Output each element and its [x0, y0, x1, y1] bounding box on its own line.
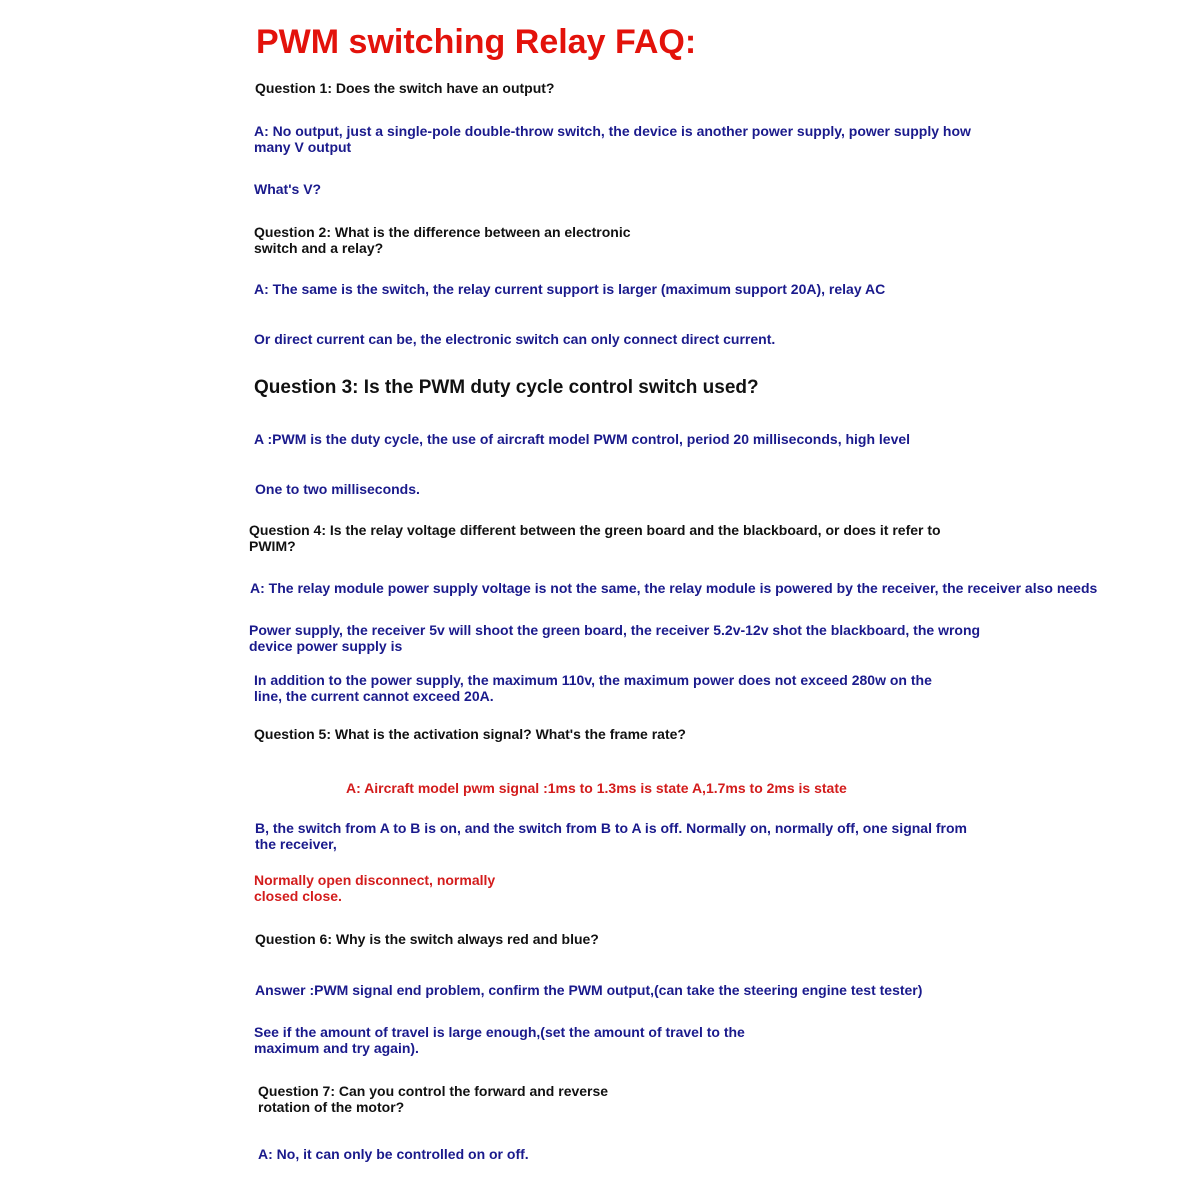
answer-2-line-1: A: The same is the switch, the relay current support is larger (maximum support 20A), relay AC	[254, 281, 886, 297]
answer-4-line-4: In addition to the power supply, the maximum 110v, the maximum power does not exceed 280w on the	[254, 672, 932, 688]
answer-2-line-2: Or direct current can be, the electronic switch can only connect direct current.	[254, 331, 776, 347]
answer-1-line-3: What's V?	[254, 181, 322, 197]
question-7-line-2: rotation of the motor?	[258, 1099, 405, 1115]
answer-1-line-2: many V output	[254, 139, 352, 155]
question-2-line-1: Question 2: What is the difference between an electronic	[254, 224, 631, 240]
question-7-line-1: Question 7: Can you control the forward and reverse	[258, 1083, 609, 1099]
page-title: PWM switching Relay FAQ:	[256, 23, 697, 61]
question-4-line-1: Question 4: Is the relay voltage different between the green board and the blackboard, or does it refer to	[249, 522, 941, 538]
question-1: Question 1: Does the switch have an output?	[255, 80, 555, 96]
question-2-line-2: switch and a relay?	[254, 240, 384, 256]
answer-5-line-2: B, the switch from A to B is on, and the switch from B to A is off. Normally on, normally off, one signal from	[255, 820, 967, 836]
answer-6-line-3: maximum and try again).	[254, 1040, 419, 1056]
answer-4-line-2: Power supply, the receiver 5v will shoot the green board, the receiver 5.2v-12v shot the blackboard, the wrong	[249, 622, 981, 638]
answer-7: A: No, it can only be controlled on or off.	[258, 1146, 529, 1162]
answer-3-line-1: A :PWM is the duty cycle, the use of aircraft model PWM control, period 20 milliseconds, high level	[254, 431, 911, 447]
answer-5-line-5: closed close.	[254, 888, 342, 904]
answer-6-line-2: See if the amount of travel is large enough,(set the amount of travel to the	[254, 1024, 745, 1040]
answer-4-line-5: line, the current cannot exceed 20A.	[254, 688, 494, 704]
answer-3-line-2: One to two milliseconds.	[255, 481, 420, 497]
answer-1-line-1: A: No output, just a single-pole double-throw switch, the device is another power supply, power supply how	[254, 123, 971, 139]
question-6: Question 6: Why is the switch always red and blue?	[255, 931, 599, 947]
answer-4-line-1: A: The relay module power supply voltage is not the same, the relay module is powered by the receiver, the receiver also needs	[250, 580, 1098, 596]
answer-5-line-1: A: Aircraft model pwm signal :1ms to 1.3ms is state A,1.7ms to 2ms is state	[346, 780, 847, 796]
answer-4-line-3: device power supply is	[249, 638, 403, 654]
question-4-line-2: PWIM?	[249, 538, 296, 554]
answer-5-line-4: Normally open disconnect, normally	[254, 872, 496, 888]
answer-5-line-3: the receiver,	[255, 836, 337, 852]
question-5: Question 5: What is the activation signal? What's the frame rate?	[254, 726, 686, 742]
question-3: Question 3: Is the PWM duty cycle control switch used?	[254, 377, 759, 398]
answer-6-line-1: Answer :PWM signal end problem, confirm the PWM output,(can take the steering engine test tester)	[255, 982, 923, 998]
